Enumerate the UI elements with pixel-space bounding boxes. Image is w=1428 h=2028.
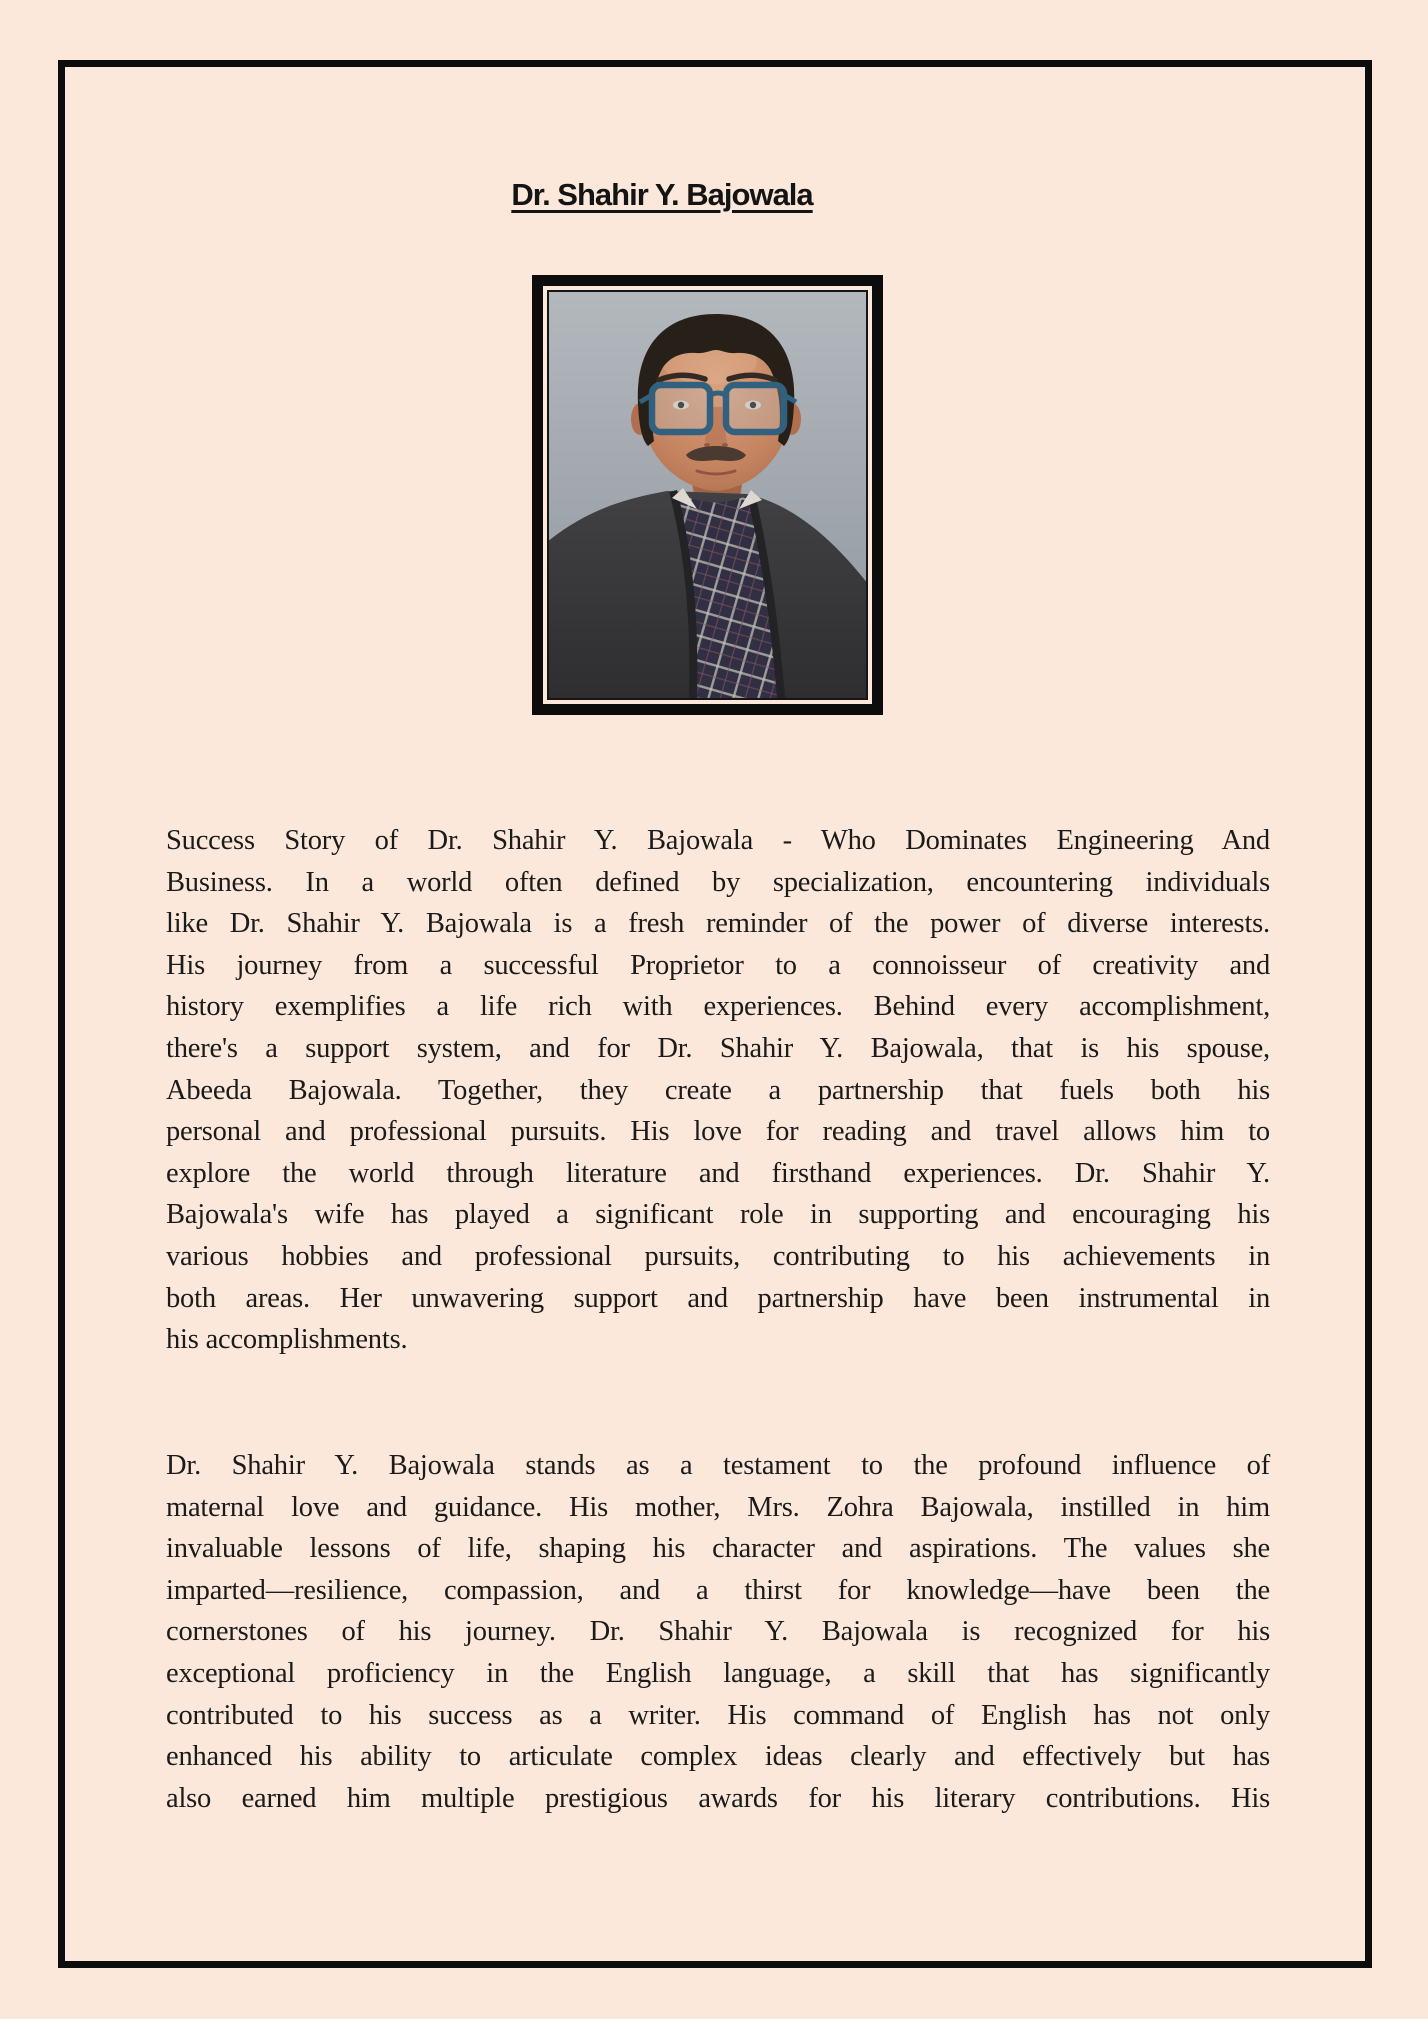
photo-mat-border: [547, 290, 868, 700]
page-title: Dr. Shahir Y. Bajowala: [511, 177, 813, 212]
text-line: His journey from a successful Proprietor to a connoisseur of creativity and: [166, 949, 1270, 981]
text-line: Abeeda Bajowala. Together, they create a partnership that fuels both his: [166, 1074, 1270, 1106]
text-line: contributed to his success as a writer. His command of English has not only: [166, 1699, 1270, 1731]
photo-frame: [532, 275, 883, 715]
text-line: maternal love and guidance. His mother, Mrs. Zohra Bajowala, instilled in him: [166, 1491, 1270, 1523]
text-line: enhanced his ability to articulate complex ideas clearly and effectively but has: [166, 1741, 1270, 1773]
paragraph-success-story: [166, 820, 1270, 1361]
text-line: Success Story of Dr. Shahir Y. Bajowala - Who Dominates Engineering And: [166, 825, 1270, 856]
text-line: imparted—resilience, compassion, and a thirst for knowledge—have been the: [166, 1574, 1270, 1606]
text-line: invaluable lessons of life, shaping his character and aspirations. The values she: [166, 1533, 1270, 1565]
portrait-photo-icon: [549, 292, 866, 698]
text-line: history exemplifies a life rich with experiences. Behind every accomplishment,: [166, 991, 1270, 1023]
text-line: personal and professional pursuits. His love for reading and travel allows him to: [166, 1116, 1270, 1148]
text-line: Bajowala's wife has played a significant role in supporting and encouraging his: [166, 1199, 1270, 1231]
text-line: like Dr. Shahir Y. Bajowala is a fresh reminder of the power of diverse interests.: [166, 908, 1270, 940]
paragraph-maternal-influence: [166, 1445, 1270, 1819]
text-line: Dr. Shahir Y. Bajowala stands as a testament to the profound influence of: [166, 1450, 1270, 1481]
text-line: cornerstones of his journey. Dr. Shahir Y. Bajowala is recognized for his: [166, 1616, 1270, 1648]
text-line: explore the world through literature and firsthand experiences. Dr. Shahir Y.: [166, 1157, 1270, 1189]
text-line: various hobbies and professional pursuits, contributing to his achievements in: [166, 1240, 1270, 1272]
text-line: also earned him multiple prestigious awards for his literary contributions. His: [166, 1782, 1270, 1814]
page-bottom-strip: [0, 2019, 1428, 2028]
text-line: his accomplishments.: [166, 1324, 408, 1356]
text-line: Business. In a world often defined by specialization, encountering individuals: [166, 866, 1270, 898]
text-line: both areas. Her unwavering support and partnership have been instrumental in: [166, 1282, 1270, 1314]
text-line: exceptional proficiency in the English language, a skill that has significantly: [166, 1657, 1270, 1689]
text-line: there's a support system, and for Dr. Shahir Y. Bajowala, that is his spouse,: [166, 1032, 1270, 1064]
